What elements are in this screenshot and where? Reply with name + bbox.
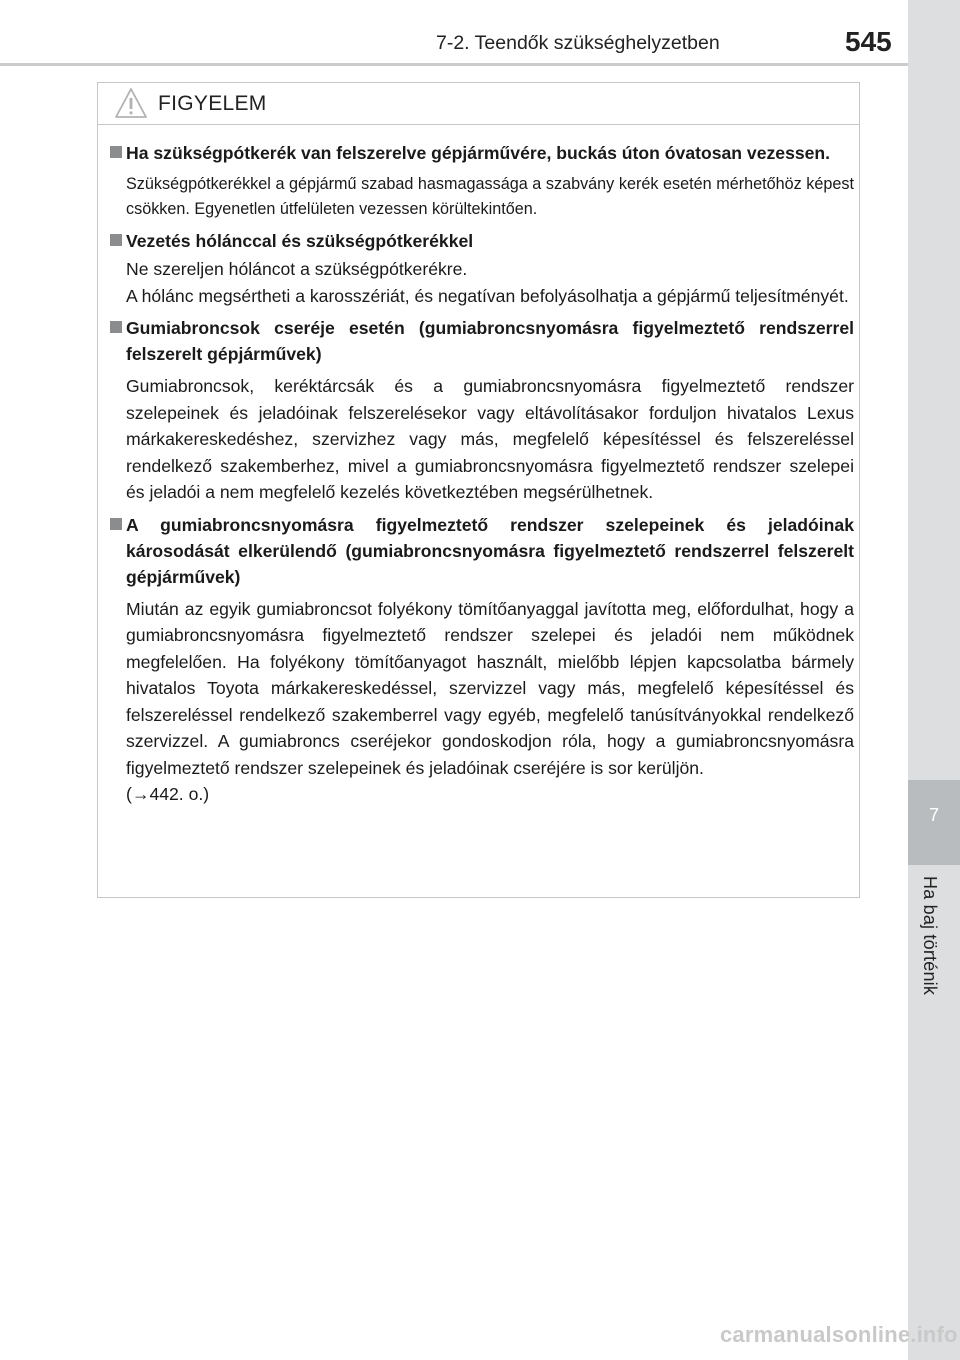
item-text bbox=[110, 172, 854, 222]
watermark: carmanualsonline.info bbox=[720, 1322, 958, 1347]
item-paragraph: Ne szereljen hóláncot a szükségpótkerékre. bbox=[126, 259, 468, 279]
warning-box bbox=[97, 82, 860, 898]
section-title: 7-2. Teendők szükséghelyzetben bbox=[436, 32, 720, 54]
square-bullet-icon bbox=[110, 518, 122, 530]
warning-triangle-icon bbox=[114, 87, 148, 119]
warning-item bbox=[110, 315, 854, 506]
item-paragraph: Gumiabroncsok, keréktárcsák és a gumiabroncsnyomásra figyelmeztető rendszer szelepeinek és jeladóinak felszerelésekor vagy eltávolításakor forduljon hivatalos Lexus márkakereskedéshez, szervizhez vagy más, megfelelő képesítéssel és felszereléssel rendelkező szakemberhez, mivel a gumiabroncsnyomásra figyelmeztető rendszer szelepei és jeladói a nem megfelelő kezelés következtében megsérülhetnek. bbox=[126, 376, 854, 502]
warning-title: FIGYELEM bbox=[158, 92, 267, 115]
page-reference[interactable]: (→442. o.) bbox=[126, 784, 210, 804]
item-heading: Vezetés hólánccal és szükségpótkerékkel bbox=[110, 228, 854, 254]
square-bullet-icon bbox=[110, 146, 122, 158]
item-heading: Ha szükségpótkerék van felszerelve gépjárművére, buckás úton óvatosan vezessen. bbox=[110, 140, 854, 166]
page-number: 545 bbox=[845, 26, 892, 57]
item-text bbox=[110, 256, 854, 309]
header-rule bbox=[0, 63, 908, 66]
chapter-title: Ha baj történik bbox=[920, 876, 940, 996]
warning-header bbox=[98, 83, 859, 125]
warning-item bbox=[110, 512, 854, 808]
item-text bbox=[110, 596, 854, 808]
square-bullet-icon bbox=[110, 234, 122, 246]
item-paragraph: Miután az egyik gumiabroncsot folyékony tömítőanyaggal javította meg, előfordulhat, hogy a gumiabroncsnyomásra figyelmeztető rendszer szelepei és jeladói nem működnek megfelelően. Ha folyékony tömítőanyagot használt, mielőbb lépjen kapcsolatba bármely hivatalos Toyota márkakereskedéssel, szervizzel vagy más, megfelelő képesítéssel és felszereléssel rendelkező szakemberrel vagy egyéb, megfelelő tanúsítványokkal rendelkező szervizzel. A gumiabroncs cseréjekor gondoskodjon róla, hogy a gumiabroncsnyomásra figyelmeztető rendszer szelepeinek és jeladóinak cseréjére is sor kerüljön. bbox=[126, 598, 854, 778]
item-heading: Gumiabroncsok cseréje esetén (gumiabroncsnyomásra figyelmeztető rendszerrel felszerelt gépjárművek) bbox=[110, 315, 854, 367]
warning-item bbox=[110, 140, 854, 222]
item-heading: A gumiabroncsnyomásra figyelmeztető rendszer szelepeinek és jeladóinak károsodását elkerülendő (gumiabroncsnyomásra figyelmeztető rendszerrel felszerelt gépjárművek) bbox=[110, 512, 854, 590]
chapter-number: 7 bbox=[928, 805, 939, 825]
square-bullet-icon bbox=[110, 321, 122, 333]
chapter-side-tab bbox=[908, 0, 960, 1360]
warning-body bbox=[110, 140, 854, 814]
item-text bbox=[110, 373, 854, 506]
item-paragraph: Szükségpótkerékkel a gépjármű szabad hasmagassága a szabvány kerék esetén mérhetőhöz képest csökken. Egyenetlen útfelületen vezessen körültekintően. bbox=[126, 175, 854, 218]
item-paragraph: A hólánc megsértheti a karosszériát, és negatívan befolyásolhatja a gépjármű teljesítményét. bbox=[126, 285, 849, 306]
warning-item bbox=[110, 228, 854, 309]
